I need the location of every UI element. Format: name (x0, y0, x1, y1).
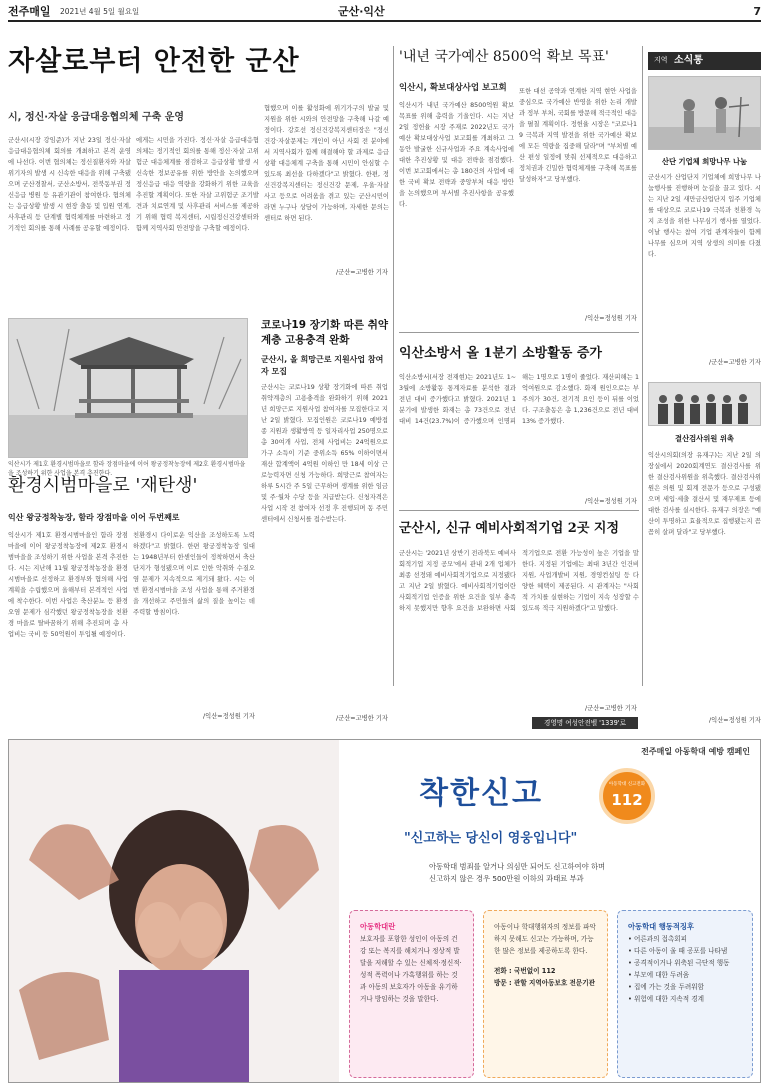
a2-body-col1: 익산시가 내년 국가예산 8500억원 확보 목표를 위해 총력을 기울인다. 시는 지난 2일 정헌율 시장 주재로 2022년도 국가예산 확보대상사업 보고회를 개최하고 그동안 발굴한 신규사업과 주요 계속사업에 대한 추진상황 및 대응 전략을 점검했다. 이번 보고회에서는 총 180건의 사업에 대한 국비 확보 전략과 중앙부처 대응 방안을 논의했으며 부서별 추진사항을 공유했다. (399, 102, 514, 208)
a2-body-col2: 또한 대선 공약과 연계한 지역 현안 사업을 중심으로 국가예산 반영을 위한 논리 개발과 정부 부처, 국회를 방문해 적극적인 대응을 펼칠 계획이다. 정헌율 시장은 "코로나19 극복과 지역 발전을 위한 국가예산 확보에 모든 역량을 집중해 달라"며 "부처별 예산 편성 일정에 맞춰 선제적으로 대응하고 정치권과 긴밀한 협력체계를 구축해 목표를 달성하자"고 당부했다. (519, 88, 637, 183)
a2-a4-rule (399, 332, 639, 333)
a3-title: 코로나19 장기화 따른 취약계층 고용충격 완화 (261, 319, 389, 346)
photo-caption: 익산시가 제1호 환경시범마을로 함라 장점마을에 이어 왕궁정착농장에 제2호 환경시범마을을 조성하기 위한 사업을 본격 추진한다. (8, 461, 246, 477)
ad-box3-item: • 어른과의 접촉회피 (628, 935, 688, 943)
ad-campaign-title: 전주매일 아동학대 예방 캠페인 (641, 747, 750, 756)
a6-body-col1: 익산시가 제1호 환경시범마을인 함라 장점마을에 이어 왕궁정착농장에 제2호 환경시범마을을 조성하기 위한 사업을 본격 추진한다. 시는 지난해 11월 왕궁정착농장을 환경시범마을로 선정하고 환경부와 협의해 사업계획을 수립했으며 올해부터 본격적인 사업에 착수한다. 이번 사업은 축산분뇨 등 환경오염 문제가 심각했던 왕궁정착농장을 친환경 마을로 탈바꿈하기 위해 추진되며 총 사업비는 국비 등 50억원이 투입될 예정이다. (8, 532, 128, 638)
a1-title: 자살로부터 안전한 군산 (8, 46, 300, 77)
tree-planting-illustration (649, 77, 761, 150)
a4-byline: /익산=정성원 기자 (585, 498, 637, 505)
a2-title: '내년 국가예산 8500억 확보 목표' (399, 49, 609, 65)
page-header (8, 4, 761, 20)
sidebar-s2-byline: /익산=정성원 기자 (709, 717, 761, 724)
a6-subtitle: 익산 왕궁정착농장, 함라 장점마을 이어 두번째로 (8, 513, 180, 522)
ad-box3-item: • 다른 아동이 울 때 공포를 나타냄 (628, 947, 728, 955)
ad-desc-1: 아동학대 범죄를 알거나 의심만 되어도 신고하여야 하며 (429, 862, 606, 871)
banner-strip: 경영명 여성안전벨 '1339'로 (532, 717, 638, 729)
ad-campaign (8, 739, 761, 1083)
sidebar-divider (642, 46, 643, 686)
ad-logo: 착한신고 (419, 776, 543, 811)
ad-box3-item: • 위험에 대한 지속적 경계 (628, 995, 704, 1003)
a1-body-col2: 에게는 시민을 가진다. 정신·자살 응급대응협의체는 정기적인 회의를 통해 정신·자살 고위험군 대응체계를 점검하고 응급상황 발생 시 신속한 정보공유를 위한 방안을 논의했으며 정신응급 대응 역량을 강화하기 위한 교육을 추진할 계획이다. 또한 자살 고위험군 조기발견과 치료연계 및 사후관리 서비스를 제공하기 위해 협력 복지센터, 시립정신건강센터와 함께 지역사회 안전망을 구축할 예정이다. (136, 137, 259, 232)
group-photo-illustration (649, 383, 761, 426)
a5-body: 군산시는 '2021년 상반기 전라북도 예비사회적기업 지정 공모'에서 관내 2개 업체가 최종 선정돼 예비사회적기업으로 지정됐다고 지난 2일 밝혔다. 예비사회적기업이란 사회적기업 인증을 위한 요건을 일부 충족하지 못했지만 향후 요건을 보완하면 사회적기업으로 전환 가능성이 높은 기업을 말한다. 지정된 기업에는 최대 3년간 인건비 지원, 사업개발비 지원, 경영컨설팅 등 다양한 혜택이 제공된다. 시 관계자는 "사회적 가치를 실현하는 기업이 지속 성장할 수 있도록 적극 지원하겠다"고 말했다. (399, 550, 639, 612)
ad-box3-item: • 집에 가는 것을 두려워함 (628, 983, 704, 991)
ad-badge-number: 112 (611, 791, 643, 809)
a3-body: 군산시는 코로나19 상황 장기화에 따른 취업취약계층의 고용충격을 완화하기 위해 2021년 희망근로 지원사업 참여자를 모집한다고 지난 2일 밝혔다. 모집인원은 코로나19 예방접종 지원과 생활방역 등 일자리사업 250명으로 총 30여개 사업, 전체 사업비는 24억원으로 가구 소득이 기준 중위소득 65% 이하이면서 재산 합계액이 4억원 이하인 만 18세 이상 근로능력자면 신청 가능하다. 희망근로 참여자는 하루 5시간 주 5일 근무하며 생계를 위한 임금 및 주·월차 수당 등을 지급받는다. 신청자격은 사업 시작 전 참여자 선정 후 진행되며 동 주민센터에서 신청서를 접수받는다. (261, 384, 388, 523)
ad-slogan: "신고하는 당신이 영웅입니다" (404, 831, 578, 846)
page-number: 7 (753, 5, 761, 18)
section-name: 군산·익산 (338, 5, 385, 18)
a5-title: 군산시, 신규 예비사회적기업 2곳 지정 (399, 521, 620, 536)
ad-box-report (483, 910, 608, 1078)
ad-box2-visit: 방문 : 관할 지역아동보호 전문기관 (494, 979, 595, 987)
a6-byline: /익산=정성원 기자 (203, 713, 255, 720)
sidebar-s1-body: 군산시가 산업단지 기업체에 희망나무 나눔행사를 진행하며 눈길을 끌고 있다. 시는 지난 2일 새만금산업단지 입주 기업체를 대상으로 코로나19 극복과 친환경 녹지 조성을 위한 나무심기 행사를 열었다. 이날 행사는 참여 기업 관계자들이 함께 나무를 심으며 지역 상생의 의미를 다졌다. (648, 174, 761, 258)
sidebar-s1-byline: /군산=고병한 기자 (709, 359, 761, 366)
sidebar-tag: 지역 (654, 56, 668, 64)
a4-body: 익산소방서(서장 전재현)는 2021년도 1~3월에 소방활동 통계자료를 분석한 결과 전년 대비 증가했다고 밝혔다. 2021년 1분기에 발생한 화재는 총 73건으로 전년 대비 14건(23.7%)이 증가했으며 인명피해는 1명으로 1명이 줄었다. 재산피해는 1억여원으로 감소했다. 화재 원인으로는 부주의가 30건, 전기적 요인 등이 뒤를 이었다. 구조출동은 총 1,236건으로 전년 대비 13% 증가했다. (399, 374, 639, 425)
sidebar-s1-title: 산단 기업체 희망나무 나눔 (661, 157, 748, 166)
a6-body-col2: 친환경시 다이로운 익산을 조성하도록 노력하겠다"고 밝혔다. 한편 왕궁정착농장 일대는 1948년부터 한센인들이 정착하면서 축산단지가 형성됐으며 이로 인한 악취와 수질오염 문제가 지속적으로 제기돼 왔다. 시는 이번 환경시범마을 조성 사업을 통해 주거환경을 개선하고 주민들의 삶의 질을 높이는 데 주력할 방침이다. (133, 532, 255, 616)
ad-box2-phone: 전화 : 국번없이 112 (494, 967, 556, 975)
pavilion-photo (8, 318, 248, 458)
ad-box-signs (617, 910, 753, 1078)
a1-byline: /군산=고병한 기자 (336, 269, 388, 276)
sidebar-photo-2 (648, 382, 761, 426)
ad-box2-body: 아동이나 학대행위자의 정보를 파악하지 못해도 신고는 가능하며, 가능한 많은 정보를 제공하도록 한다. (494, 923, 596, 955)
a3-byline: /군산=고병한 기자 (336, 715, 388, 722)
a1-body-col1: 군산시(시장 강임준)가 지난 23일 정신·자살 응급대응협의체 회의를 개최하고 본격 운영에 나선다. 이번 협의체는 정신질환자와 자살위기자의 발생 시 신속한 대응을 위해 구축됐으며 군산경찰서, 군산소방서, 전북동부권 정신응급 병원 등 유관기관이 참여한다. 협의체는 응급상황 발생 시 현장 출동 및 입원 연계, 사후관리 등 단계별 협력체계를 마련하고 정기적인 회의를 통해 사례를 공유할 예정이다. (8, 137, 131, 232)
a6-title: 환경시범마을로 '재탄생' (8, 475, 198, 496)
sidebar-photo-1 (648, 76, 761, 150)
ad-box3-item: • 부모에 대한 두려움 (628, 971, 690, 979)
a5-byline: /군산=고병한 기자 (585, 705, 637, 712)
ad-box1-title: 아동학대란 (360, 922, 396, 931)
a1-body-col3: 협했으며 이를 활성화에 위기가구의 발굴 및 지원을 위한 시와의 안전망을 구축해 나갈 예정이다. 강호선 정신건강복지센터장은 "정신건강·자살문제는 개인이 아닌 사회 전 분야에서 지역사회가 함께 해결해야 할 과제로 응급상황 대응체계 구축을 통해 시민이 안심할 수 있도록 최선을 다하겠다"고 밝혔다. 한편, 정신건강복지센터는 정신건강 문제, 우울·자살사고 등으로 어려움을 겪고 있는 군산시민이라면 누구나 상담이 가능하며, 자세한 문의는 센터로 하면 된다. (264, 105, 389, 222)
a4-title: 익산소방서 올 1분기 소방활동 증가 (399, 346, 602, 361)
a1-subtitle: 시, 정신·자살 응급대응협의체 구축 운영 (8, 112, 185, 123)
ad-box3-title: 아동학대 행동적징후 (628, 922, 694, 931)
ad-box1-body: 보호자를 포함한 성인이 아동의 건강 또는 복지를 해치거나 정상적 발달을 저해할 수 있는 신체적·정신적·성적 폭력이나 가혹행위를 하는 것과 아동의 보호자가 아동을 유기하거나 방임하는 것을 말한다. (360, 935, 462, 1003)
sidebar-header (648, 52, 761, 70)
a2-byline: /익산=정성원 기자 (585, 315, 637, 322)
a4-a5-rule (399, 510, 639, 511)
a2-subtitle: 익산시, 확보대상사업 보고회 (399, 83, 507, 93)
a3-subtitle: 군산시, 올 희망근로 지원사업 참여자 모집 (261, 355, 384, 376)
sidebar-s2-title: 결산검사위원 위촉 (675, 434, 734, 443)
ad-desc-2: 신고하지 않은 경우 500만원 이하의 과태료 부과 (429, 874, 584, 883)
child-hands-illustration (9, 740, 339, 1083)
ad-badge-caption: 아동학대 신고전화 (608, 782, 646, 787)
ad-box-definition (349, 910, 474, 1078)
ad-photo (9, 740, 339, 1083)
header-rule (8, 20, 761, 22)
masthead: 전주매일 (8, 5, 51, 18)
ad-box3-item: • 공격적이거나 위축된 극단적 행동 (628, 959, 730, 967)
sidebar-title: 소식통 (674, 55, 703, 66)
ad-badge (599, 768, 655, 824)
sidebar-s2-body: 익산시의회(의장 유재구)는 지난 2일 의장실에서 2020회계연도 결산검사를 위한 결산검사위원을 위촉했다. 결산검사위원은 의원 및 회계 전문가 등으로 구성됐으며 세입·세출 결산서 및 재무제표 등에 대한 검사를 실시한다. 유재구 의장은 "예산이 투명하고 효율적으로 집행됐는지 꼼꼼히 살펴 달라"고 당부했다. (648, 452, 761, 536)
column-divider (393, 46, 394, 686)
pavilion-illustration (9, 319, 248, 458)
issue-date: 2021년 4월 5일 월요일 (60, 7, 140, 16)
